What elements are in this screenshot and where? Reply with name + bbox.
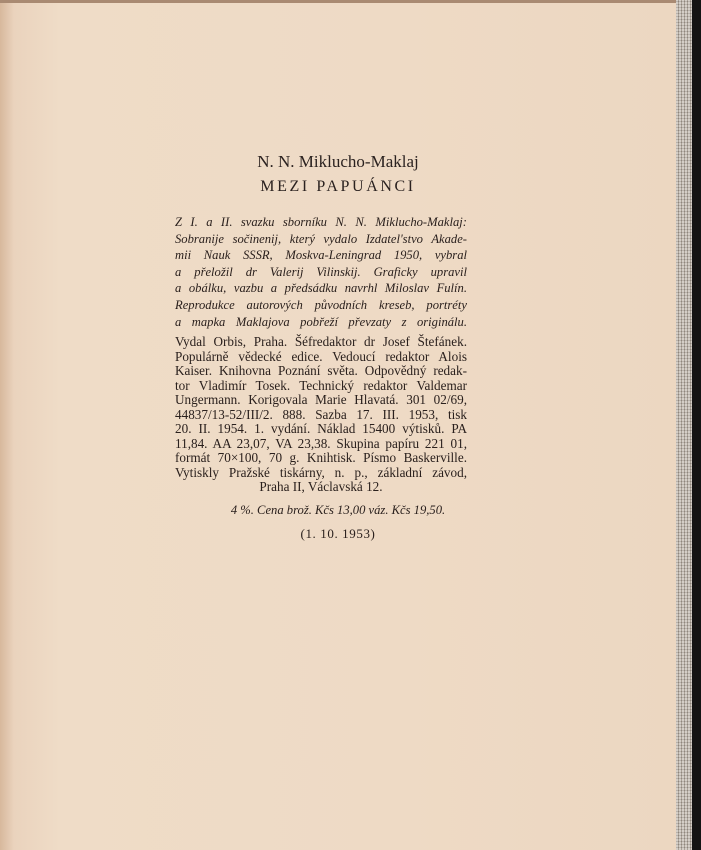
imprint-line: Populárně vědecké edice. Vedoucí redaktor Alois — [175, 348, 467, 364]
source-note-line: Reprodukce autorových původních kreseb, portréty — [175, 297, 467, 312]
source-note — [175, 214, 467, 330]
imprint — [175, 335, 467, 495]
imprint-line: 20. II. 1954. 1. vydání. Náklad 15400 výtisků. PA — [175, 421, 467, 436]
source-note-line: mii Nauk SSSR, Moskva-Leningrad 1950, vybral — [175, 248, 467, 263]
scan-background — [692, 0, 701, 850]
page-top-edge — [0, 0, 676, 3]
cloth-binding-texture — [676, 0, 692, 850]
source-note-line: a obálku, vazbu a předsádku navrhl Miloslav Fulín. — [175, 281, 467, 296]
date-line: (1. 10. 1953) — [300, 526, 376, 541]
imprint-line: Kaiser. Knihovna Poznání světa. Odpovědný redak- — [175, 363, 467, 378]
source-note-line: a přeložil dr Valerij Vilinskij. Graficky upravil — [175, 264, 467, 279]
imprint-line: 44837/13-52/III/2. 888. Sazba 17. III. 1953, tisk — [175, 406, 467, 422]
source-note-line: Z I. a II. svazku sborníku N. N. Miklucho-Maklaj: — [175, 215, 467, 229]
book-title: MEZI PAPUÁNCI — [260, 178, 416, 195]
imprint-line: 11,84. AA 23,07, VA 23,38. Skupina papíru 221 01, — [175, 435, 467, 451]
imprint-line: Vydal Orbis, Praha. Šéfredaktor dr Josef Štefánek. — [175, 334, 467, 349]
price-line: 4 %. Cena brož. Kčs 13,00 váz. Kčs 19,50. — [230, 503, 446, 517]
imprint-line: Praha II, Václavská 12. — [259, 479, 383, 494]
imprint-line: Ungermann. Korigovala Marie Hlavatá. 301 02/69, — [175, 392, 467, 407]
imprint-line: tor Vladimír Tosek. Technický redaktor Valdemar — [175, 377, 467, 393]
source-note-line: Sobranije sočinenij, který vydalo Izdatel'stvo Akade- — [175, 231, 467, 246]
imprint-line: Vytiskly Pražské tiskárny, n. p., základní závod, — [175, 464, 467, 480]
source-note-line: a mapka Maklajova pobřeží převzaty z originálu. — [175, 314, 467, 329]
imprint-line: formát 70×100, 70 g. Knihtisk. Písmo Baskerville. — [175, 450, 467, 465]
book-author: N. N. Miklucho-Maklaj — [257, 152, 419, 171]
